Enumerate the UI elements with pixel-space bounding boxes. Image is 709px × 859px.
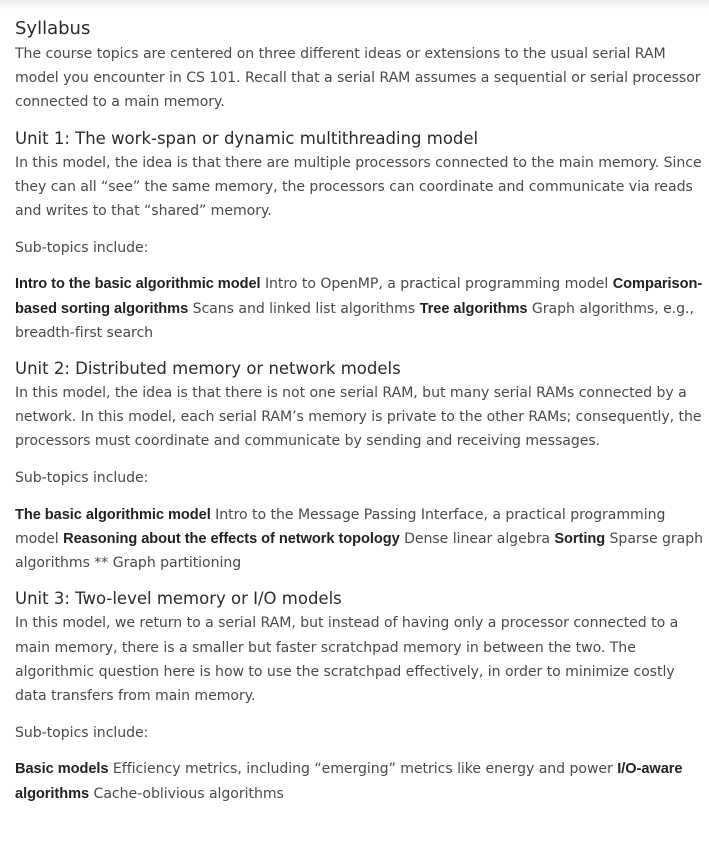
unit-2-subtopics-list: [15, 503, 705, 576]
unit-2-description: In this model, the idea is that there is not one serial RAM, but many serial RAMs connected by a network. In this model, each serial RAM’s memory is private to the other RAMs; consequently, the processors must coordinate and communicate by sending and receiving messages.: [15, 385, 702, 450]
unit-3-heading: Unit 3: Two-level memory or I/O models: [15, 589, 342, 609]
unit-3-description: In this model, we return to a serial RAM, but instead of having only a processor connected to a main memory, there is a smaller but faster scratchpad memory in between the two. The algorithmic question here is how to use the scratchpad effectively, in order to minimize costly data transfers from main memory.: [15, 615, 679, 705]
unit-1-heading: Unit 1: The work-span or dynamic multithreading model: [15, 128, 479, 148]
section-gap: [15, 345, 705, 357]
syllabus-intro: The course topics are centered on three different ideas or extensions to the usual serial RAM model you encounter in CS 101. Recall that a serial RAM assumes a sequential or serial processor connected to a main memory.: [15, 46, 701, 111]
unit-3-section: [15, 587, 705, 805]
unit-3-subtopics-list: [15, 757, 705, 805]
subtopic-text: Scans and linked list algorithms: [188, 300, 420, 317]
subtopic-text: Intro to OpenMP, a practical programming model: [260, 276, 613, 293]
subtopic-bold: Intro to the basic algorithmic model: [15, 276, 261, 293]
subtopic-text: Cache-oblivious algorithms: [89, 785, 284, 802]
subtopic-bold: The basic algorithmic model: [15, 506, 211, 523]
subtopic-text: Efficiency metrics, including “emerging” metrics like energy and power: [108, 761, 618, 778]
subtopic-bold: Sorting: [554, 531, 606, 548]
page-title: Syllabus: [15, 18, 91, 39]
unit-2-section: [15, 357, 705, 575]
subtopic-text: Dense linear algebra: [399, 531, 555, 548]
unit-1-subtopics-label: Sub-topics include:: [15, 239, 149, 256]
unit-3-subtopics-label: Sub-topics include:: [15, 724, 149, 741]
subtopic-text: Sparse graph algorithms ** Graph partitioning: [15, 531, 703, 572]
subtopic-bold: Comparison-based sorting algorithms: [15, 276, 703, 317]
subtopic-bold: I/O-aware algorithms: [15, 761, 683, 802]
subtopic-bold: Tree algorithms: [419, 300, 528, 317]
subtopic-text: Graph algorithms, e.g., breadth-first search: [15, 300, 694, 341]
unit-1-subtopics-list: [15, 272, 705, 345]
subtopic-bold: Basic models: [15, 761, 109, 778]
syllabus-content: [15, 16, 705, 806]
unit-1-section: [15, 127, 705, 345]
unit-2-heading: Unit 2: Distributed memory or network models: [15, 359, 401, 379]
top-shadow: [0, 0, 709, 10]
subtopic-text: Intro to the Message Passing Interface, a practical programming model: [15, 506, 666, 548]
unit-2-subtopics-label: Sub-topics include:: [15, 470, 149, 487]
subtopic-bold: Reasoning about the effects of network topology: [63, 531, 400, 548]
section-gap: [15, 115, 705, 127]
section-gap: [15, 575, 705, 587]
unit-1-description: In this model, the idea is that there are multiple processors connected to the main memory. Since they can all “see” the same memory, the processors can coordinate and communicate via reads and writes to that “shared” memory.: [15, 154, 702, 220]
